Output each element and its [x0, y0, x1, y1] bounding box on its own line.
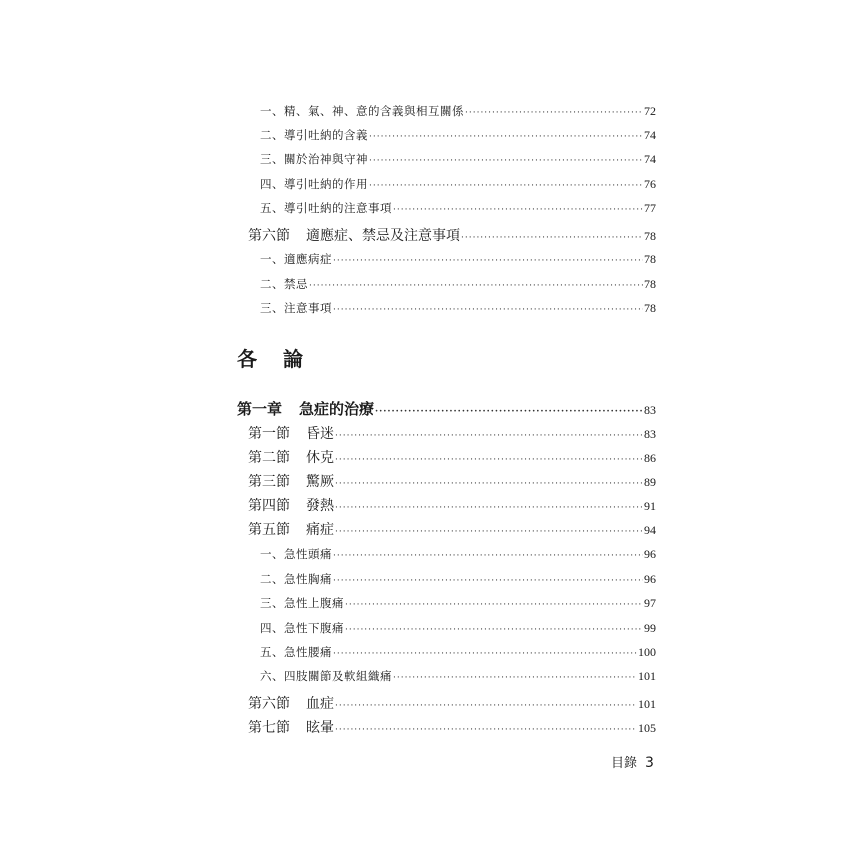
section-number: 第三節 [248, 474, 290, 490]
toc-entry[interactable] [260, 620, 656, 636]
toc-entry[interactable] [260, 276, 656, 292]
dot-leader [333, 257, 643, 266]
toc-entry[interactable] [260, 176, 656, 192]
section-number: 第二節 [248, 450, 290, 466]
entry-title: 五、導引吐納的注意事項 [260, 201, 392, 215]
toc-entry[interactable] [260, 546, 656, 562]
entry-page: 78 [644, 301, 656, 315]
dot-leader [335, 480, 643, 489]
entry-title: 二、導引吐納的含義 [260, 128, 368, 142]
dot-leader [335, 456, 643, 465]
page-footer [611, 752, 654, 771]
entry-page: 76 [644, 177, 656, 191]
chapter-title: 急症的治療 [299, 400, 375, 418]
entry-page: 86 [644, 451, 656, 465]
dot-leader [345, 601, 643, 610]
section-number: 第六節 [248, 696, 290, 712]
entry-title: 五、急性腰痛 [260, 645, 332, 659]
entry-page: 77 [644, 201, 656, 215]
entry-page: 96 [644, 547, 656, 561]
page-number: 3 [645, 755, 654, 771]
entry-page: 94 [644, 523, 656, 537]
toc-section-entry[interactable] [248, 717, 656, 737]
entry-title-group [237, 398, 374, 419]
entry-title: 三、急性上腹痛 [260, 596, 344, 610]
dot-leader [333, 650, 637, 659]
dot-leader [461, 234, 643, 243]
section-title: 適應症、禁忌及注意事項 [306, 228, 460, 244]
entry-page: 74 [644, 152, 656, 166]
entry-title: 六、四肢關節及軟組織痛 [260, 669, 392, 683]
entry-page: 78 [644, 229, 656, 243]
toc-entry[interactable] [260, 127, 656, 143]
dot-leader [369, 133, 643, 142]
dot-leader [369, 157, 643, 166]
section-title: 血症 [306, 696, 334, 712]
entry-page: 101 [638, 697, 656, 711]
entry-title-group [248, 519, 334, 539]
toc-section-entry[interactable] [248, 519, 656, 539]
dot-leader [333, 552, 643, 561]
entry-title-group [248, 447, 334, 467]
section-number: 第一節 [248, 426, 290, 442]
entry-page: 91 [644, 499, 656, 513]
toc-section-entry[interactable] [248, 471, 656, 491]
section-title: 發熱 [306, 498, 334, 514]
toc-chapter-entry[interactable] [237, 398, 656, 419]
dot-leader [333, 306, 643, 315]
entry-title-group [248, 225, 460, 245]
section-number: 第六節 [248, 228, 290, 244]
section-number: 第七節 [248, 720, 290, 736]
section-number: 第四節 [248, 498, 290, 514]
toc-entry[interactable] [260, 103, 656, 119]
entry-title: 一、精、氣、神、意的含義與相互關係 [260, 104, 464, 118]
dot-leader [369, 182, 643, 191]
entry-page: 100 [638, 645, 656, 659]
dot-leader [393, 674, 637, 683]
dot-leader [393, 206, 643, 215]
section-title: 昏迷 [306, 426, 334, 442]
footer-label: 目錄 [611, 756, 638, 771]
entry-title: 二、急性胸痛 [260, 572, 332, 586]
dot-leader [375, 408, 643, 417]
entry-title: 三、注意事項 [260, 301, 332, 315]
toc-section-entry[interactable] [248, 225, 656, 245]
section-number: 第五節 [248, 522, 290, 538]
toc-section-entry[interactable] [248, 447, 656, 467]
dot-leader [345, 626, 643, 635]
entry-page: 83 [644, 403, 656, 417]
section-title: 驚厥 [306, 474, 334, 490]
entry-title-group [248, 423, 334, 443]
dot-leader [335, 432, 643, 441]
part-title-char: 論 [283, 347, 303, 371]
dot-leader [335, 726, 637, 735]
entry-page: 97 [644, 596, 656, 610]
dot-leader [335, 504, 643, 513]
entry-page: 89 [644, 475, 656, 489]
dot-leader [335, 528, 643, 537]
toc-entry[interactable] [260, 571, 656, 587]
entry-page: 78 [644, 277, 656, 291]
toc-entry[interactable] [260, 300, 656, 316]
entry-page: 78 [644, 252, 656, 266]
toc-section-entry[interactable] [248, 693, 656, 713]
entry-page: 101 [638, 669, 656, 683]
section-title: 休克 [306, 450, 334, 466]
entry-title: 一、適應病症 [260, 252, 332, 266]
entry-title-group [248, 717, 334, 737]
toc-section-entry[interactable] [248, 495, 656, 515]
chapter-number: 第一章 [237, 400, 283, 418]
section-title: 眩暈 [306, 720, 334, 736]
dot-leader [333, 577, 643, 586]
part-title [237, 343, 303, 372]
entry-title: 四、導引吐納的作用 [260, 177, 368, 191]
entry-title: 二、禁忌 [260, 277, 308, 291]
dot-leader [309, 282, 643, 291]
toc-section-entry[interactable] [248, 423, 656, 443]
entry-page: 74 [644, 128, 656, 142]
toc-entry[interactable] [260, 595, 656, 611]
section-title: 痛症 [306, 522, 334, 538]
toc-entry[interactable] [260, 644, 656, 660]
entry-page: 83 [644, 427, 656, 441]
dot-leader [465, 109, 643, 118]
entry-title-group [248, 495, 334, 515]
entry-page: 99 [644, 621, 656, 635]
entry-page: 96 [644, 572, 656, 586]
toc-entry[interactable] [260, 200, 656, 216]
entry-page: 72 [644, 104, 656, 118]
entry-title-group [248, 693, 334, 713]
toc-entry[interactable] [260, 151, 656, 167]
toc-entry[interactable] [260, 251, 656, 267]
toc-entry[interactable] [260, 668, 656, 684]
entry-title: 三、關於治神與守神 [260, 152, 368, 166]
part-title-char: 各 [237, 347, 257, 371]
entry-title-group [248, 471, 334, 491]
dot-leader [335, 702, 637, 711]
entry-title: 四、急性下腹痛 [260, 621, 344, 635]
entry-title: 一、急性頭痛 [260, 547, 332, 561]
entry-page: 105 [638, 721, 656, 735]
